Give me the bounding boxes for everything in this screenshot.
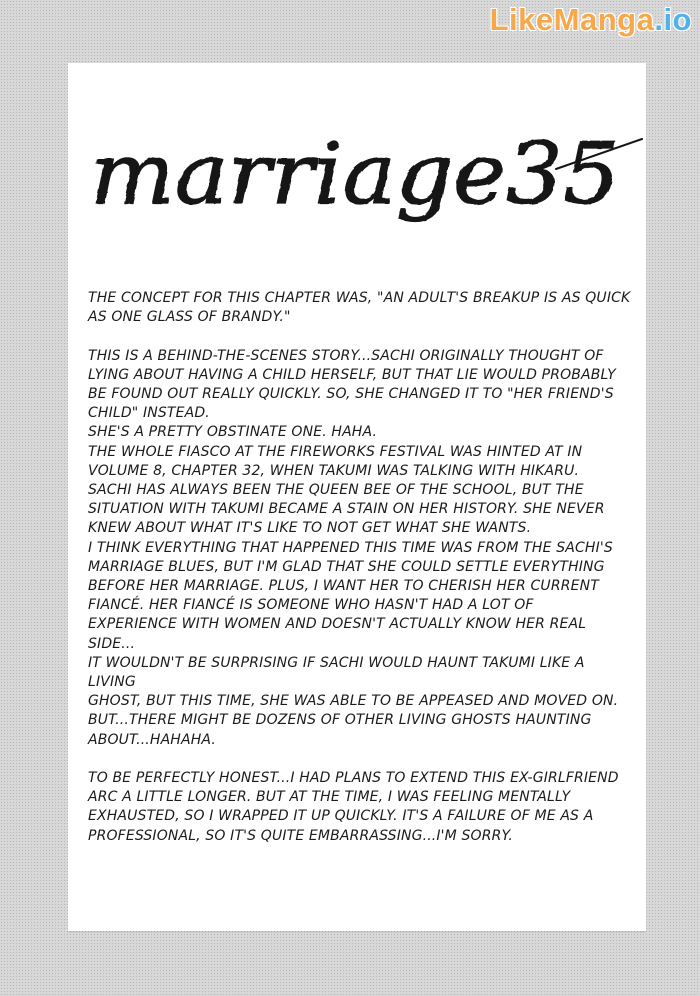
chapter-title-text: marriage35 — [90, 129, 620, 223]
afterword-panel — [68, 63, 646, 931]
panel-edge-shadow — [68, 931, 646, 933]
afterword-text: THE CONCEPT FOR THIS CHAPTER WAS, "AN ADULT'S BREAKUP IS AS QUICK AS ONE GLASS OF BRANDY." THIS IS A BEHIND-THE-SCENES STORY...SACHI ORIGINALLY THOUGHT OF LYING ABOUT HAVING A CHILD HERSELF, BUT THAT LIE WOULD PROBABLY BE FOUND OUT REALLY QUICKLY. SO, SHE CHANGED IT TO "HER FRIEND'S CHILD" INSTEAD. SHE'S A PRETTY OBSTINATE ONE. HAHA. THE WHOLE FIASCO AT THE FIREWORKS FESTIVAL WAS HINTED AT IN VOLUME 8, CHAPTER 32, WHEN TAKUMI WAS TALKING WITH HIKARU. SACHI HAS ALWAYS BEEN THE QUEEN BEE OF THE SCHOOL, BUT THE SITUATION WITH TAKUMI BECAME A STAIN ON HER HISTORY. SHE NEVER KNEW ABOUT WHAT IT'S LIKE TO NOT GET WHAT SHE WANTS. I THINK EVERYTHING THAT HAPPENED THIS TIME WAS FROM THE SACHI'S MARRIAGE BLUES, BUT I'M GLAD THAT SHE COULD SETTLE EVERYTHING BEFORE HER MARRIAGE. PLUS, I WANT HER TO CHERISH HER CURRENT FIANCÉ. HER FIANCÉ IS SOMEONE WHO HASN'T HAD A LOT OF EXPERIENCE WITH WOMEN AND DOESN'T ACTUALLY KNOW HER REAL SIDE... IT WOULDN'T BE SURPRISING IF SACHI WOULD HAUNT TAKUMI LIKE A LIVING GHOST, BUT THIS TIME, SHE WAS ABLE TO BE APPEASED AND MOVED ON. BUT...THERE MIGHT BE DOZENS OF OTHER LIVING GHOSTS HAUNTING ABOUT...HAHAHA. TO BE PERFECTLY HONEST...I HAD PLANS TO EXTEND THIS EX-GIRLFRIEND ARC A LITTLE LONGER. BUT AT THE TIME, I WAS FEELING MENTALLY EXHAUSTED, SO I WRAPPED IT UP QUICKLY. IT'S A FAILURE OF ME AS A PROFESSIONAL, SO IT'S QUITE EMBARRASSING...I'M SORRY. — [88, 290, 631, 844]
watermark-name: LikeManga — [489, 2, 655, 37]
site-watermark — [490, 2, 692, 38]
chapter-title-lettering — [86, 129, 646, 229]
watermark-domain: .io — [654, 2, 692, 37]
chapter-title — [86, 129, 646, 229]
